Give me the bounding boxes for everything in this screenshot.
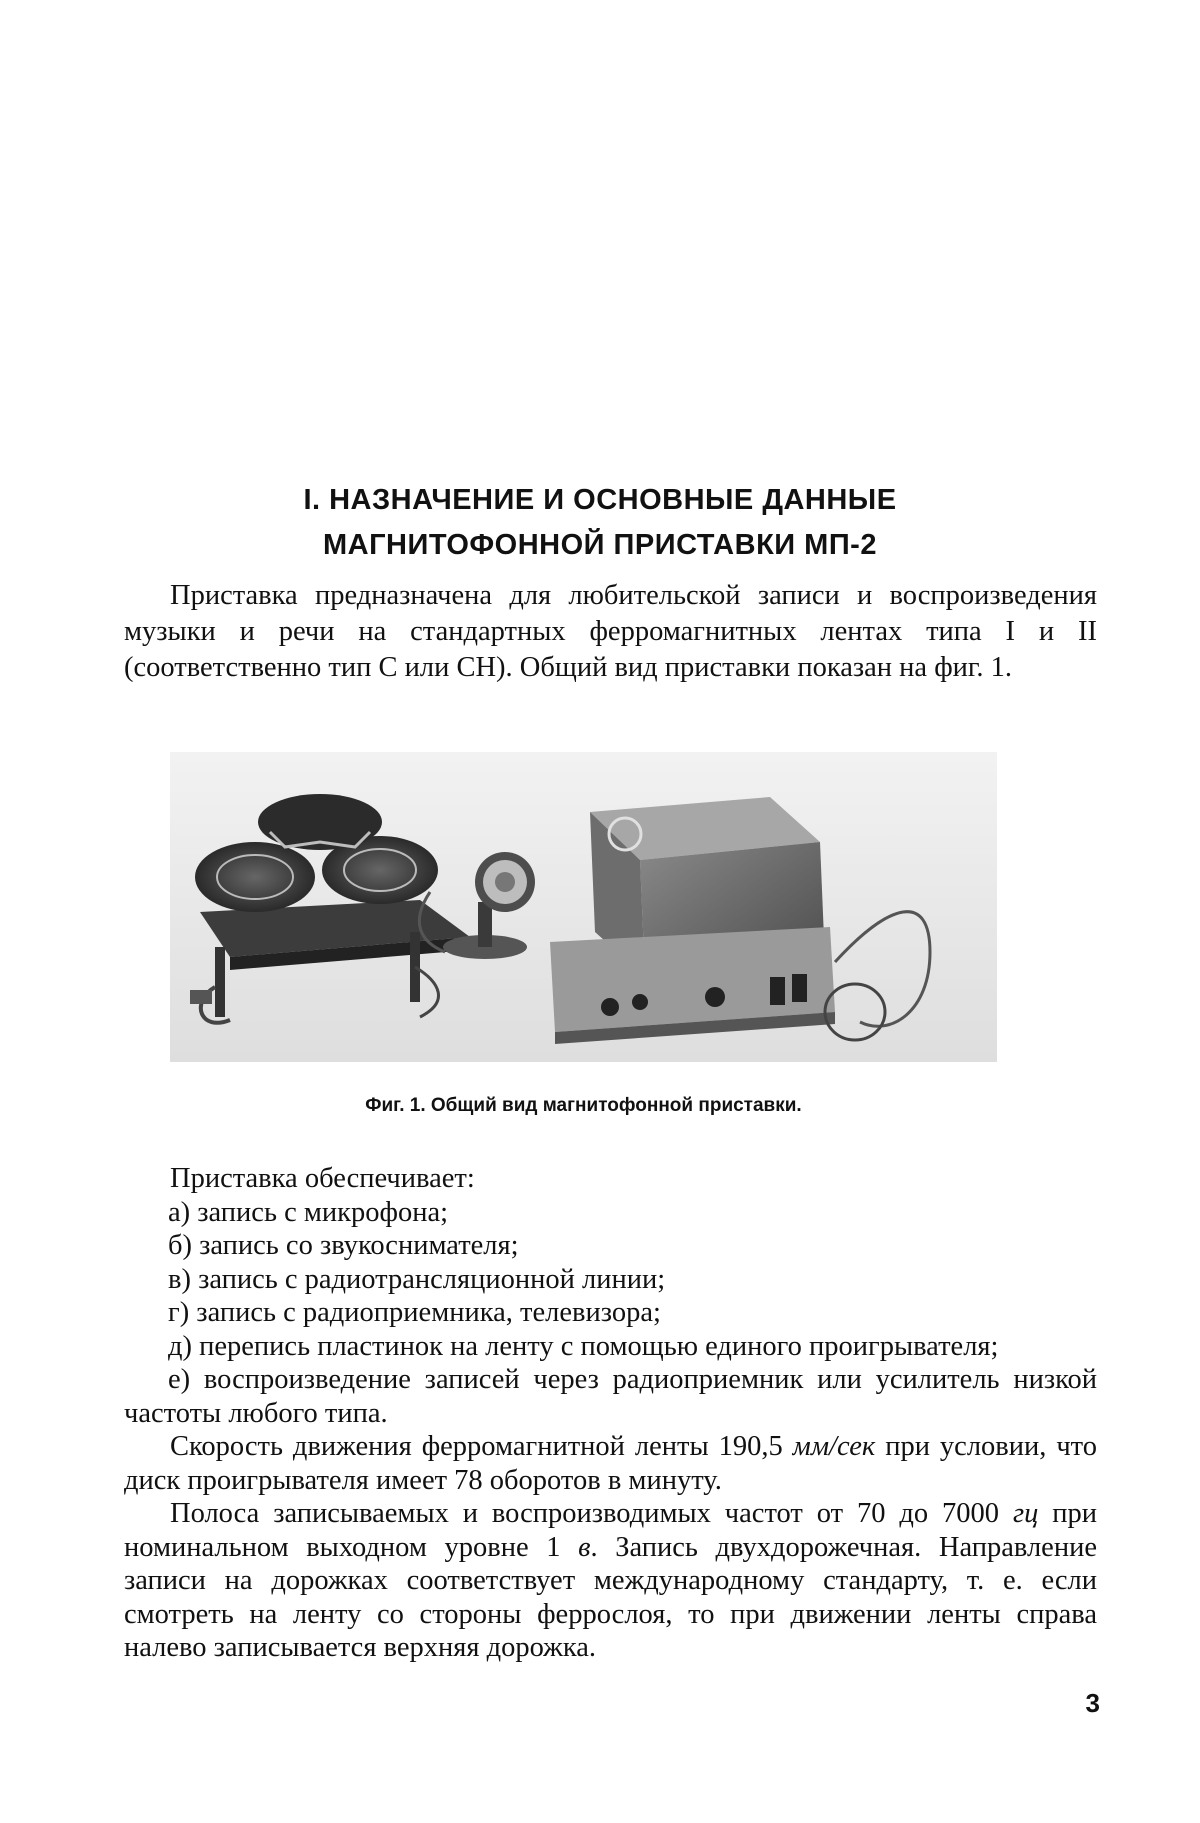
device-photo xyxy=(170,752,997,1062)
heading-line-2: МАГНИТОФОННОЙ ПРИСТАВКИ МП-2 xyxy=(150,523,1050,568)
feature-item: а) запись с микрофона; xyxy=(124,1196,1097,1230)
section-heading xyxy=(150,478,1050,568)
features-lead: Приставка обеспечивает: xyxy=(124,1162,1097,1196)
intro-paragraph: Приставка предназначена для любительской записи и воспроизведения музыки и речи на стандартных ферромагнитных лентах типа I и II (соответственно тип С или СН). Общий вид приставки показан на фиг. 1. xyxy=(124,578,1097,686)
heading-line-1: I. НАЗНАЧЕНИЕ И ОСНОВНЫЕ ДАННЫЕ xyxy=(150,478,1050,523)
page-number: 3 xyxy=(1076,1688,1100,1719)
band-unit-1: гц xyxy=(1013,1498,1038,1529)
feature-item: е) воспроизведение записей через радиоприемник или усилитель низкой частоты любого типа. xyxy=(124,1363,1097,1430)
speed-paragraph xyxy=(124,1430,1097,1497)
band-unit-2: в xyxy=(578,1532,590,1563)
speed-unit: мм/сек xyxy=(793,1431,876,1462)
band-text-2: при номинальном выходном уровне 1 xyxy=(124,1498,1097,1563)
figure-caption: Фиг. 1. Общий вид магнитофонной приставки. xyxy=(170,1095,997,1117)
tape-recorder-attachment-illustration xyxy=(170,752,997,1062)
body-text xyxy=(124,1162,1097,1665)
feature-item: д) перепись пластинок на ленту с помощью единого проигрывателя; xyxy=(124,1330,1097,1364)
feature-item: г) запись с радиоприемника, телевизора; xyxy=(124,1296,1097,1330)
band-text-3: . Запись двухдорожечная. Направление записи на дорожках соответствует международному стандарту, т. е. если смотреть на ленту со стороны феррослоя, то при движении ленты справа налево записывается верхняя дорожка. xyxy=(124,1532,1097,1664)
speed-text-end: при условии, что диск проигрывателя имеет 78 оборотов в минуту. xyxy=(124,1431,1097,1496)
band-paragraph xyxy=(124,1497,1097,1665)
speed-text: Скорость движения ферромагнитной ленты 190,5 xyxy=(170,1431,793,1462)
document-page xyxy=(0,0,1200,1823)
band-text-1: Полоса записываемых и воспроизводимых частот от 70 до 7000 xyxy=(170,1498,1013,1529)
feature-item: в) запись с радиотрансляционной линии; xyxy=(124,1263,1097,1297)
feature-item: б) запись со звукоснимателя; xyxy=(124,1229,1097,1263)
